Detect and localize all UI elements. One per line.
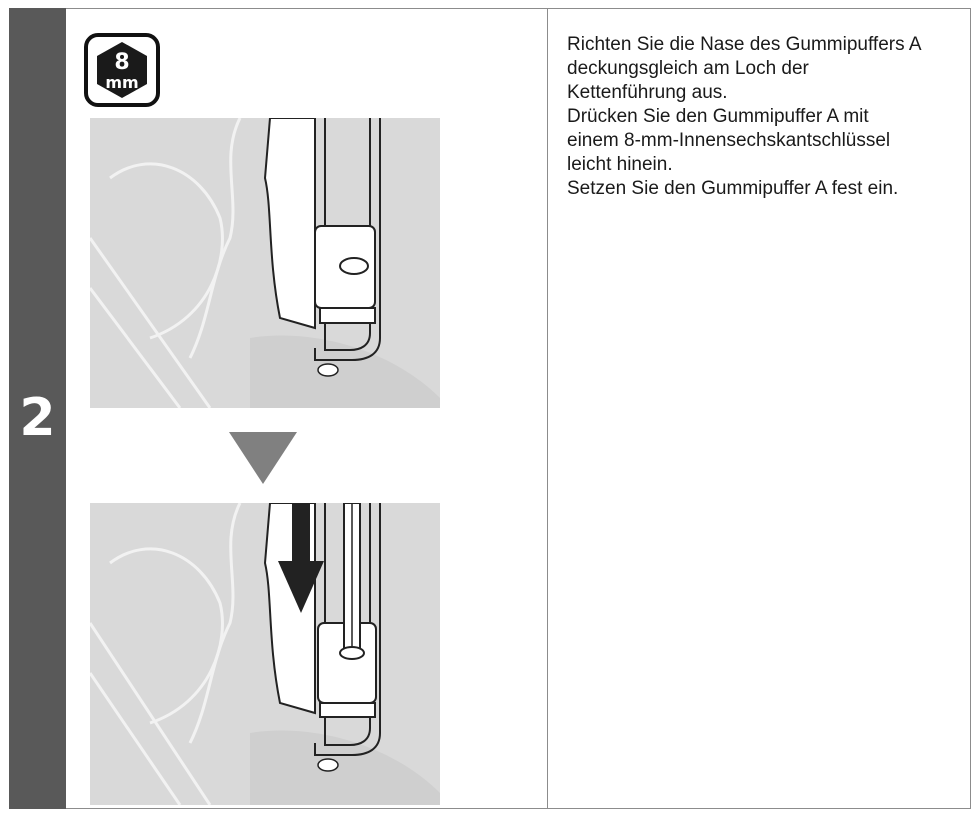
column-divider [547,8,548,809]
tool-size-unit: mm [105,73,139,92]
instruction-line: einem 8-mm-Innensechskantschlüssel [567,130,891,151]
instruction-line: deckungsgleich am Loch der [567,58,809,79]
rubber-buffer-alignment-illustration [90,118,440,408]
instruction-line: leicht hinein. [567,154,673,175]
instruction-line: Richten Sie die Nase des Gummipuffers A [567,34,922,55]
rubber-buffer-pressing-illustration [90,503,440,805]
down-arrow-icon [229,432,297,484]
tool-size-value: 8 [114,50,130,75]
instruction-line: Setzen Sie den Gummipuffer A fest ein. [567,178,899,199]
hex-key-icon [84,33,160,107]
instruction-line: Kettenführung aus. [567,82,728,103]
instruction-line: Drücken Sie den Gummipuffer A mit [567,106,869,127]
instruction-text [567,33,959,201]
step-number: 2 [19,388,56,448]
